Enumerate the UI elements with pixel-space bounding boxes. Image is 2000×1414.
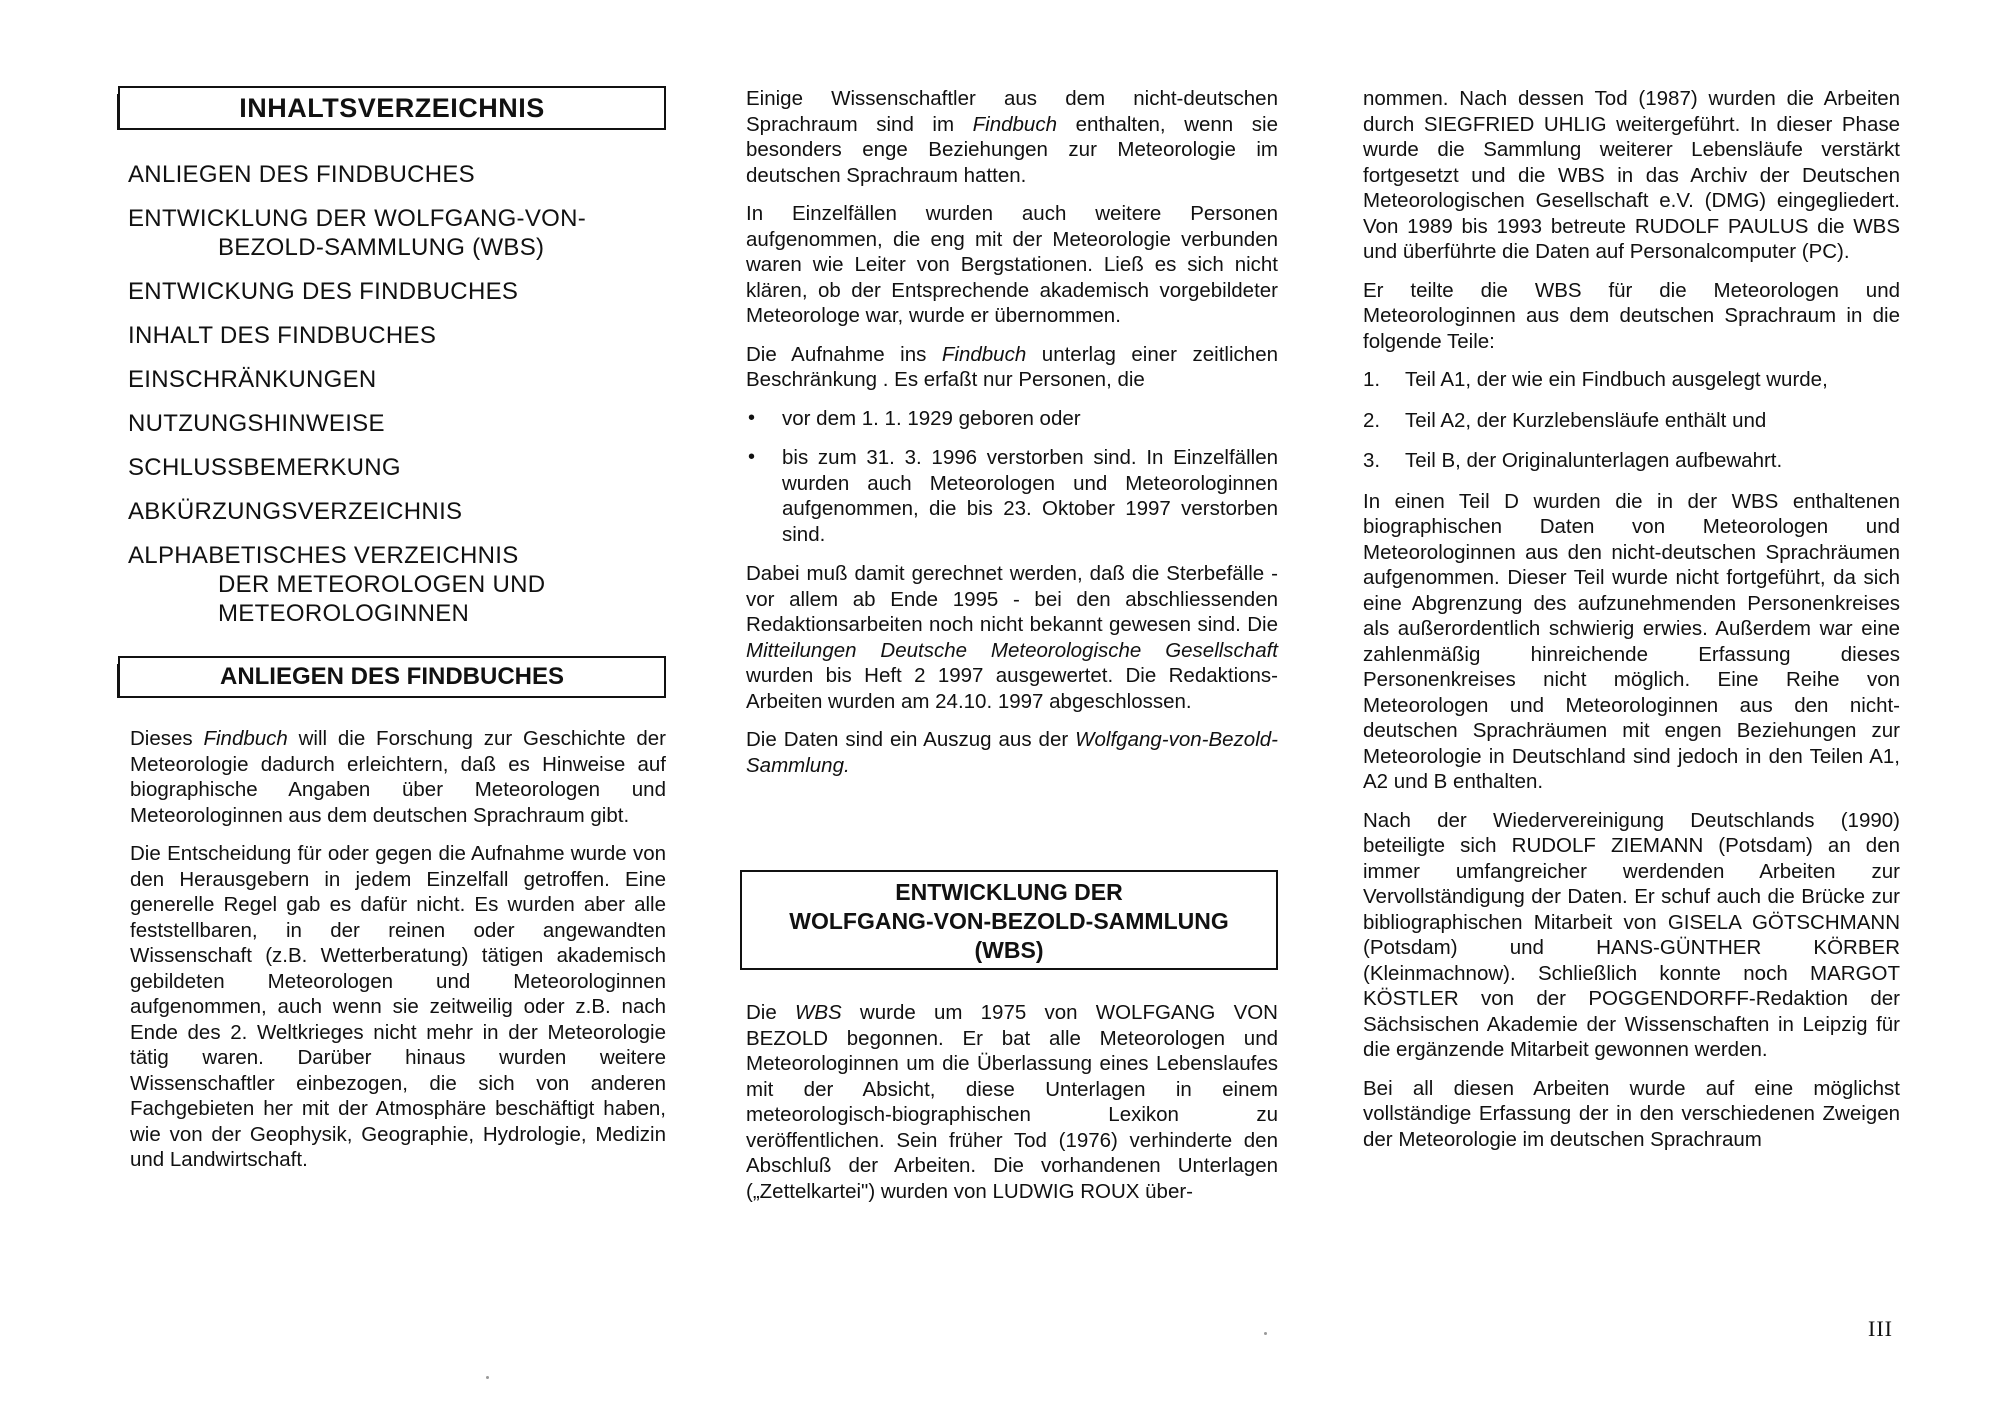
toc-item-line: ALPHABETISCHES VERZEICHNIS — [128, 542, 519, 569]
toc-item: NUTZUNGSHINWEISE — [128, 410, 385, 437]
numbered-list — [1363, 367, 1900, 474]
list-item: • bis zum 31. 3. 1996 verstorben sind. In Einzelfällen wurden auch Meteorologen und Meteorologinnen aufgenommen, die bis 23. Oktober 1997 verstorben sind. — [746, 445, 1278, 547]
list-item: 3. Teil B, der Originalunterlagen aufbewahrt. — [1363, 449, 1783, 472]
paragraph: Die Entscheidung für oder gegen die Aufnahme wurde von den Herausgebern in jedem Einzelfall getroffen. Eine generelle Regel gab es dafür nicht. Es wurden aber alle feststellbaren, in der reinen oder angewandten Wissenschaft (z.B. Wetterberatung) tätigen akademisch gebildeten Meteorologen und Meteorologinnen aufgenommen, auch wenn sie zeitweilig oder z.B. nach Ende des 2. Weltkrieges nicht mehr in der Meteorologie tätig waren. Darüber hinaus wurden weitere Wissenschaftler einbezogen, die sich von anderen Fachgebieten her mit der Atmosphäre beschäftigt haben, wie von der Geophysik, Geographie, Hydrologie, Medizin und Landwirtschaft. — [130, 842, 666, 1171]
toc-item: ANLIEGEN DES FINDBUCHES — [128, 161, 475, 188]
paragraph: Die Aufnahme ins Findbuch unterlag einer zeitlichen Beschränkung . Es erfaßt nur Personen, die — [746, 342, 1278, 391]
paragraph: Einige Wissenschaftler aus dem nicht-deutschen Sprachraum sind im Findbuch enthalten, wenn sie besonders enge Beziehungen zur Meteorologie im deutschen Sprachraum hatten. — [746, 87, 1278, 187]
heading-line: (WBS) — [974, 937, 1044, 963]
column-3-body — [1363, 86, 1900, 1165]
heading-line: WOLFGANG-VON-BEZOLD-SAMMLUNG — [789, 908, 1229, 934]
list-item: • vor dem 1. 1. 1929 geboren oder — [746, 406, 1278, 432]
paragraph: Dieses Findbuch will die Forschung zur Geschichte der Meteorologie dadurch erleichtern, daß es Hinweise auf biographische Angaben über Meteorologen und Meteorologinnen aus dem deutschen Sprachraum gibt. — [130, 727, 666, 827]
toc-item — [128, 541, 658, 628]
toc-item — [128, 204, 658, 262]
anliegen-body — [130, 726, 666, 1186]
column-2-body — [746, 86, 1278, 791]
toc-item: ENTWICKUNG DES FINDBUCHES — [128, 278, 519, 305]
paragraph: Nach der Wiedervereinigung Deutschlands (1990) beteiligte sich RUDOLF ZIEMANN (Potsdam) an den immer umfangreicher werdenden Arbeiten zur Vervollständigung der Daten. Er schuf auch die Brücke zur bibliographischen Mitarbeit von GISELA GÖTSCHMANN (Potsdam) und HANS-GÜNTHER KÖRBER (Kleinmachnow). Schließlich konnte noch MARGOT KÖSTLER von der POGGENDORFF-Redaktion der Sächsischen Akademie der Wissenschaften in Leipzig für die ergänzende Mitarbeit gewonnen werden. — [1363, 808, 1900, 1061]
paragraph: In einen Teil D wurden die in der WBS enthaltenen biographischen Daten von Meteorologen und Meteorologinnen aus den nicht-deutschen Sprachräumen aufgenommen. Dieser Teil wurde nicht fortgeführt, da sich eine Abgrenzung des aufzunehmenden Personenkreises als außerordentlich schwierig erwies. Außerdem war eine zahlenmäßig hinreichende Erfassung dieses Personenkreises nicht möglich. Eine Reihe von Meteorologen und Meteorologinnen aus den nicht-deutschen Sprachräumen mit engen Beziehungen zur Meteorologie in Deutschland sind jedoch in den Teilen A1, A2 und B enthalten. — [1363, 489, 1900, 793]
toc-item: ABKÜRZUNGSVERZEICHNIS — [128, 498, 463, 525]
scan-speck — [486, 1376, 489, 1379]
list-item: 2. Teil A2, der Kurzlebensläufe enthält und — [1363, 408, 1767, 432]
scan-speck — [1264, 1332, 1267, 1335]
toc-item-line: METEOROLOGINNEN — [218, 600, 470, 627]
toc-heading: INHALTSVERZEICHNIS — [118, 86, 666, 130]
paragraph: Die Daten sind ein Auszug aus der Wolfgang-von-Bezold-Sammlung. — [746, 728, 1278, 777]
wbs-body — [746, 1000, 1278, 1217]
paragraph: Dabei muß damit gerechnet werden, daß die Sterbefälle - vor allem ab Ende 1995 - bei den abschliessenden Redaktionsarbeiten noch nicht bekannt gewesen sind. Die Mitteilungen Deutsche Meteorologische Gesellschaft wurden bis Heft 2 1997 ausgewertet. Die Redaktions-Arbeiten wurden am 24.10. 1997 abgeschlossen. — [746, 562, 1278, 713]
section-heading-anliegen: ANLIEGEN DES FINDBUCHES — [118, 656, 666, 698]
paragraph: Er teilte die WBS für die Meteorologen und Meteorologinnen aus dem deutschen Sprachraum in die folgende Teile: — [1363, 278, 1900, 353]
toc-item-line: ENTWICKLUNG DER WOLFGANG-VON- — [128, 205, 587, 232]
page-number: III — [1868, 1316, 1893, 1341]
section-heading-wbs — [740, 870, 1278, 970]
toc-item-line: DER METEOROLOGEN UND — [218, 571, 546, 598]
bullet-list — [746, 406, 1278, 548]
heading-line: ENTWICKLUNG DER — [895, 879, 1123, 905]
toc-item: INHALT DES FINDBUCHES — [128, 322, 437, 349]
toc-item: SCHLUSSBEMERKUNG — [128, 454, 401, 481]
paragraph: nommen. Nach dessen Tod (1987) wurden die Arbeiten durch SIEGFRIED UHLIG weitergeführt. In dieser Phase wurde die Sammlung weiterer Lebensläufe verstärkt fortgesetzt und die WBS in das Archiv der Deutschen Meteorologischen Gesellschaft e.V. (DMG) eingegliedert. Von 1989 bis 1993 betreute RUDOLF PAULUS die WBS und überführte die Daten auf Personalcomputer (PC). — [1363, 87, 1900, 263]
paragraph: Die WBS wurde um 1975 von WOLFGANG VON BEZOLD begonnen. Er bat alle Meteorologen und Meteorologinnen um die Überlassung eines Lebenslaufes mit der Absicht, diese Unterlagen in einem meteorologisch-biographischen Lexikon zu veröffentlichen. Sein früher Tod (1976) verhinderte den Abschluß der Arbeiten. Die vorhandenen Unterlagen („Zettelkartei") wurden von LUDWIG ROUX über- — [746, 1001, 1278, 1203]
table-of-contents — [128, 160, 658, 643]
list-item: 1. Teil A1, der wie ein Findbuch ausgelegt wurde, — [1363, 368, 1828, 391]
paragraph: In Einzelfällen wurden auch weitere Personen aufgenommen, die eng mit der Meteorologie verbunden waren wie Leiter von Bergstationen. Ließ es sich nicht klären, ob der Entsprechende akademisch vorgebildeter Meteorologe war, wurde er übernommen. — [746, 202, 1278, 327]
toc-item-line: BEZOLD-SAMMLUNG (WBS) — [218, 234, 545, 261]
paragraph: Bei all diesen Arbeiten wurde auf eine möglichst vollständige Erfassung der in den verschiedenen Zweigen der Meteorologie im deutschen Sprachraum — [1363, 1076, 1900, 1151]
toc-item: EINSCHRÄNKUNGEN — [128, 366, 377, 393]
